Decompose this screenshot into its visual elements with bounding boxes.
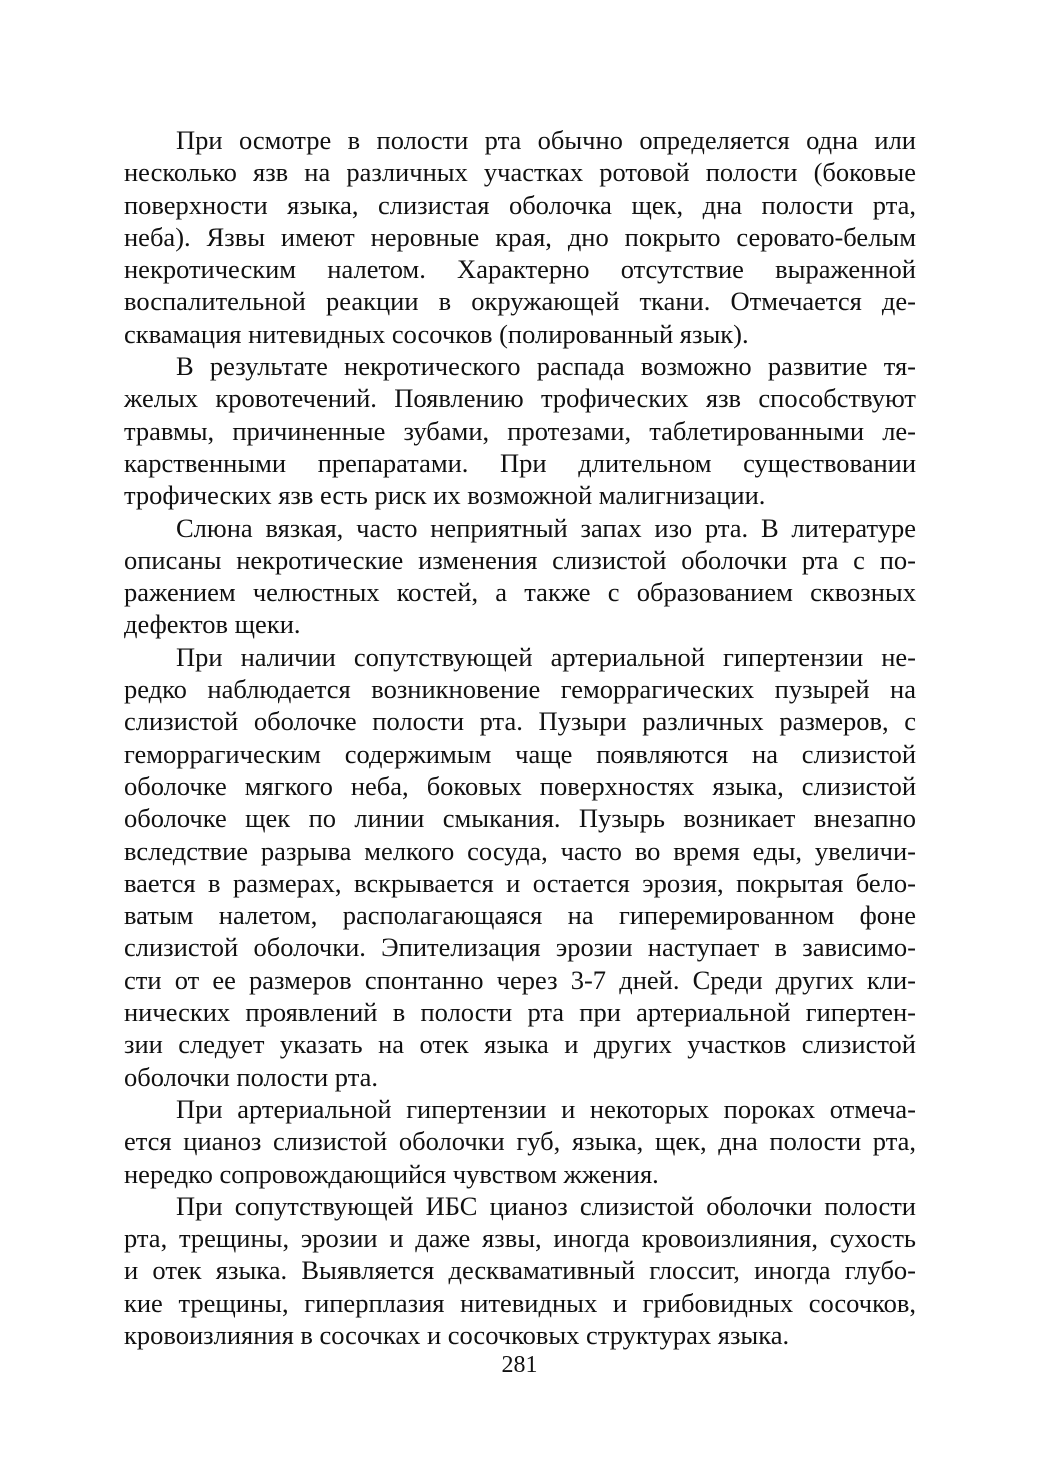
text-line: дефектов щеки. <box>124 609 301 640</box>
text-line: травмы, причиненные зубами, протезами, таблетированными ле- <box>124 415 916 446</box>
text-line: В результате некротического распада возможно развитие тя- <box>176 351 916 382</box>
text-line: рта, трещины, эрозии и даже язвы, иногда кровоизлияния, сухость <box>124 1223 916 1254</box>
text-line: воспалительной реакции в окружающей ткани. Отмечается де- <box>124 286 916 317</box>
text-line: неба). Язвы имеют неровные края, дно покрыто серовато-белым <box>124 221 916 252</box>
text-line: вследствие разрыва мелкого сосуда, часто во время еды, увеличи- <box>124 835 916 866</box>
page-number: 281 <box>501 1352 538 1378</box>
text-line: описаны некротические изменения слизистой оболочки рта с по- <box>124 544 916 575</box>
text-line: редко наблюдается возникновение геморрагических пузырей на <box>124 674 916 705</box>
text-line: ражением челюстных костей, а также с образованием сквозных <box>124 577 916 608</box>
text-line: ватым налетом, располагающаяся на гиперемированном фоне <box>124 900 916 931</box>
text-line: сти от ее размеров спонтанно через 3-7 дней. Среди других кли- <box>124 964 916 995</box>
text-line: При осмотре в полости рта обычно определяется одна или <box>176 125 916 155</box>
text-line: оболочке щек по линии смыкания. Пузырь возникает внезапно <box>124 803 916 834</box>
text-line: некротическим налетом. Характерно отсутствие выраженной <box>124 254 916 285</box>
text-line: сквамация нитевидных сосочков (полированный язык). <box>124 318 749 349</box>
text-line: кие трещины, гиперплазия нитевидных и грибовидных сосочков, <box>124 1287 916 1318</box>
text-line: слизистой оболочке полости рта. Пузыри различных размеров, с <box>124 706 916 737</box>
text-line: кровоизлияния в сосочках и сосочковых структурах языка. <box>124 1319 790 1350</box>
text-line: вается в размерах, вскрывается и остается эрозия, покрытая бело- <box>124 867 916 898</box>
text-line: несколько язв на различных участках ротовой полости (боковые <box>124 157 916 188</box>
text-line: слизистой оболочки. Эпителизация эрозии наступает в зависимо- <box>124 932 916 963</box>
text-line: нередко сопровождающийся чувством жжения. <box>124 1158 659 1189</box>
text-line: поверхности языка, слизистая оболочка щек, дна полости рта, <box>124 189 916 220</box>
text-line: оболочке мягкого неба, боковых поверхностях языка, слизистой <box>124 770 916 801</box>
text-line: желых кровотечений. Появлению трофических язв способствуют <box>124 383 916 414</box>
text-line: Слюна вязкая, часто неприятный запах изо рта. В литературе <box>176 512 916 543</box>
text-line: оболочки полости рта. <box>124 1061 378 1092</box>
text-line: При артериальной гипертензии и некоторых пороках отмеча- <box>176 1093 916 1124</box>
paragraph <box>124 124 916 350</box>
text-line: При наличии сопутствующей артериальной гипертензии не- <box>176 641 916 672</box>
text-line: При сопутствующей ИБС цианоз слизистой оболочки полости <box>176 1190 916 1221</box>
text-line: геморрагическим содержимым чаще появляются на слизистой <box>124 738 916 769</box>
paragraph <box>124 641 916 1093</box>
page-body <box>124 124 916 1351</box>
paragraph <box>124 1190 916 1351</box>
text-line: и отек языка. Выявляется десквамативный глоссит, иногда глубо- <box>124 1255 916 1286</box>
text-line: трофических язв есть риск их возможной малигнизации. <box>124 480 766 511</box>
text-line: нических проявлений в полости рта при артериальной гипертен- <box>124 997 916 1028</box>
text-line: ется цианоз слизистой оболочки губ, языка, щек, дна полости рта, <box>124 1126 916 1157</box>
text-line: зии следует указать на отек языка и других участков слизистой <box>124 1029 916 1060</box>
paragraph <box>124 512 916 641</box>
text-line: карственными препаратами. При длительном существовании <box>124 447 916 478</box>
paragraph <box>124 350 916 511</box>
paragraph <box>124 1093 916 1190</box>
